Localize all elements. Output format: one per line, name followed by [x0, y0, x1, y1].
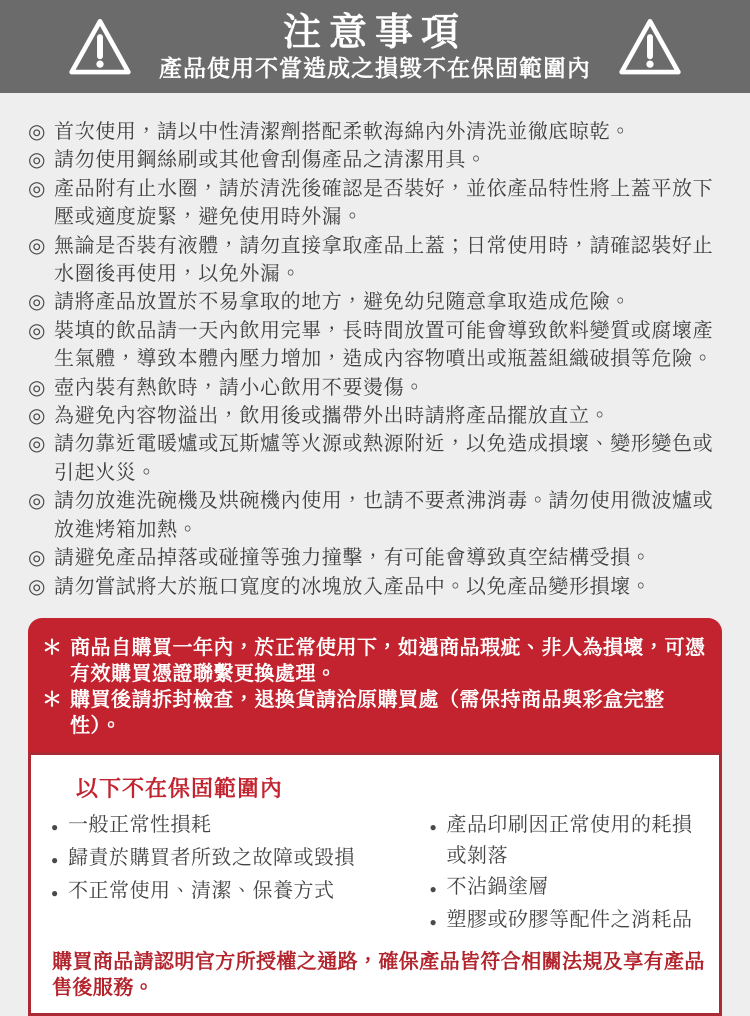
notice-item — [28, 573, 726, 601]
notice-item — [28, 288, 726, 316]
exclusions-columns — [43, 810, 707, 938]
warranty-item — [42, 687, 706, 739]
asterisk-bullet-icon: ＊ — [42, 688, 63, 711]
notice-item — [28, 118, 726, 146]
double-circle-bullet-icon: ◎ — [28, 376, 47, 399]
exclusion-item — [421, 872, 707, 905]
double-circle-bullet-icon: ◎ — [28, 490, 47, 513]
notice-text: 首次使用，請以中性清潔劑搭配柔軟海綿內外清洗並徹底晾乾。 — [54, 121, 631, 143]
notice-item — [28, 544, 726, 572]
double-circle-bullet-icon: ◎ — [28, 177, 47, 200]
asterisk-bullet-icon: ＊ — [42, 636, 63, 659]
exclusion-text: 產品印刷因正常使用的耗損或剝落 — [446, 813, 693, 867]
exclusion-item — [43, 876, 421, 909]
notice-text: 請勿使用鋼絲刷或其他會刮傷產品之清潔用具。 — [54, 149, 487, 172]
exclusions-title: 以下不在保固範圍內 — [76, 775, 284, 801]
notice-text: 請避免產品掉落或碰撞等強力撞擊，有可能會導致真空結構受損。 — [54, 547, 652, 570]
warranty-policy-box — [28, 618, 722, 752]
double-circle-bullet-icon: ◎ — [28, 433, 47, 456]
notice-item — [28, 317, 726, 374]
exclusion-text: 塑膠或矽膠等配件之消耗品 — [446, 908, 693, 931]
notice-item — [28, 175, 726, 232]
notice-text: 裝填的飲品請一天內飲用完畢，長時間放置可能會導致飲料變質或腐壞產生氣體，導致本體內壓力增加，造成內容物噴出或瓶蓋組織破損等危險。 — [54, 319, 714, 371]
dot-bullet-icon: ● — [51, 819, 59, 834]
double-circle-bullet-icon: ◎ — [28, 291, 47, 314]
double-circle-bullet-icon: ◎ — [28, 547, 47, 570]
exclusion-text: 不正常使用、清潔、保養方式 — [68, 879, 335, 902]
exclusion-text: 一般正常性損耗 — [68, 813, 212, 836]
notice-text: 請勿靠近電暖爐或瓦斯爐等火源或熱源附近，以免造成損壞、變形變色或引起火災。 — [54, 433, 714, 484]
official-channel-notice: 購買商品請認明官方所授權之通路，確保產品皆符合相關法規及享有產品售後服務。 — [52, 950, 705, 999]
dot-bullet-icon: ● — [429, 819, 438, 834]
notice-text: 產品附有止水圈，請於清洗後確認是否裝好，並依產品特性將上蓋平放下壓或適度旋緊，避免使用時外漏。 — [54, 177, 714, 229]
notice-item — [28, 402, 726, 430]
notice-text: 請勿嘗試將大於瓶口寬度的冰塊放入產品中。以免產品變形損壞。 — [54, 575, 652, 598]
notice-item — [28, 146, 726, 174]
exclusion-item — [43, 843, 421, 876]
header-text — [159, 13, 591, 81]
exclusions-left-column — [43, 810, 421, 938]
dot-bullet-icon: ● — [51, 852, 59, 867]
warranty-exclusions-box — [28, 752, 722, 1016]
notice-text: 為避免內容物溢出，飲用後或攜帶外出時請將產品擺放直立。 — [54, 405, 611, 428]
double-circle-bullet-icon: ◎ — [28, 319, 47, 342]
notice-item — [28, 374, 726, 402]
notice-text: 請勿放進洗碗機及烘碗機內使用，也請不要煮沸消毒。請勿使用微波爐或放進烤箱加熱。 — [54, 490, 714, 541]
page-title: 注意事項 — [282, 11, 467, 54]
exclusion-item — [43, 810, 421, 843]
exclusions-right-column — [421, 810, 707, 938]
notice-item — [28, 430, 726, 487]
care-notice-list — [0, 93, 750, 601]
warranty-text: 購買後請拆封檢查，退換貨請洽原購買處（需保持商品與彩盒完整性）。 — [70, 688, 665, 737]
dot-bullet-icon: ● — [429, 881, 438, 896]
dot-bullet-icon: ● — [51, 885, 59, 900]
double-circle-bullet-icon: ◎ — [28, 121, 47, 143]
warning-triangle-icon-right — [617, 16, 683, 78]
notice-text: 壺內裝有熱飲時，請小心飲用不要燙傷。 — [54, 376, 425, 399]
double-circle-bullet-icon: ◎ — [28, 575, 47, 598]
exclusion-text: 歸責於購買者所致之故障或毀損 — [68, 846, 355, 869]
double-circle-bullet-icon: ◎ — [28, 405, 47, 428]
dot-bullet-icon: ● — [429, 914, 438, 929]
notice-item — [28, 232, 726, 289]
warning-triangle-icon-left — [67, 16, 133, 78]
notice-header — [0, 0, 750, 93]
exclusion-text: 不沾鍋塗層 — [446, 875, 549, 898]
exclusion-item — [421, 810, 707, 872]
page-subtitle: 產品使用不當造成之損毀不在保固範圍內 — [159, 54, 591, 81]
notice-text: 無論是否裝有液體，請勿直接拿取產品上蓋；日常使用時，請確認裝好止水圈後再使用，以免外漏。 — [54, 234, 714, 286]
warranty-text: 商品自購買一年內，於正常使用下，如遇商品瑕疵、非人為損壞，可憑有效購買憑證聯繫更換處理。 — [70, 636, 706, 685]
notice-item — [28, 487, 726, 544]
double-circle-bullet-icon: ◎ — [28, 234, 47, 257]
notice-text: 請將產品放置於不易拿取的地方，避免幼兒隨意拿取造成危險。 — [54, 291, 631, 314]
double-circle-bullet-icon: ◎ — [28, 149, 47, 172]
exclusion-item — [421, 905, 707, 938]
warranty-item — [42, 635, 706, 687]
